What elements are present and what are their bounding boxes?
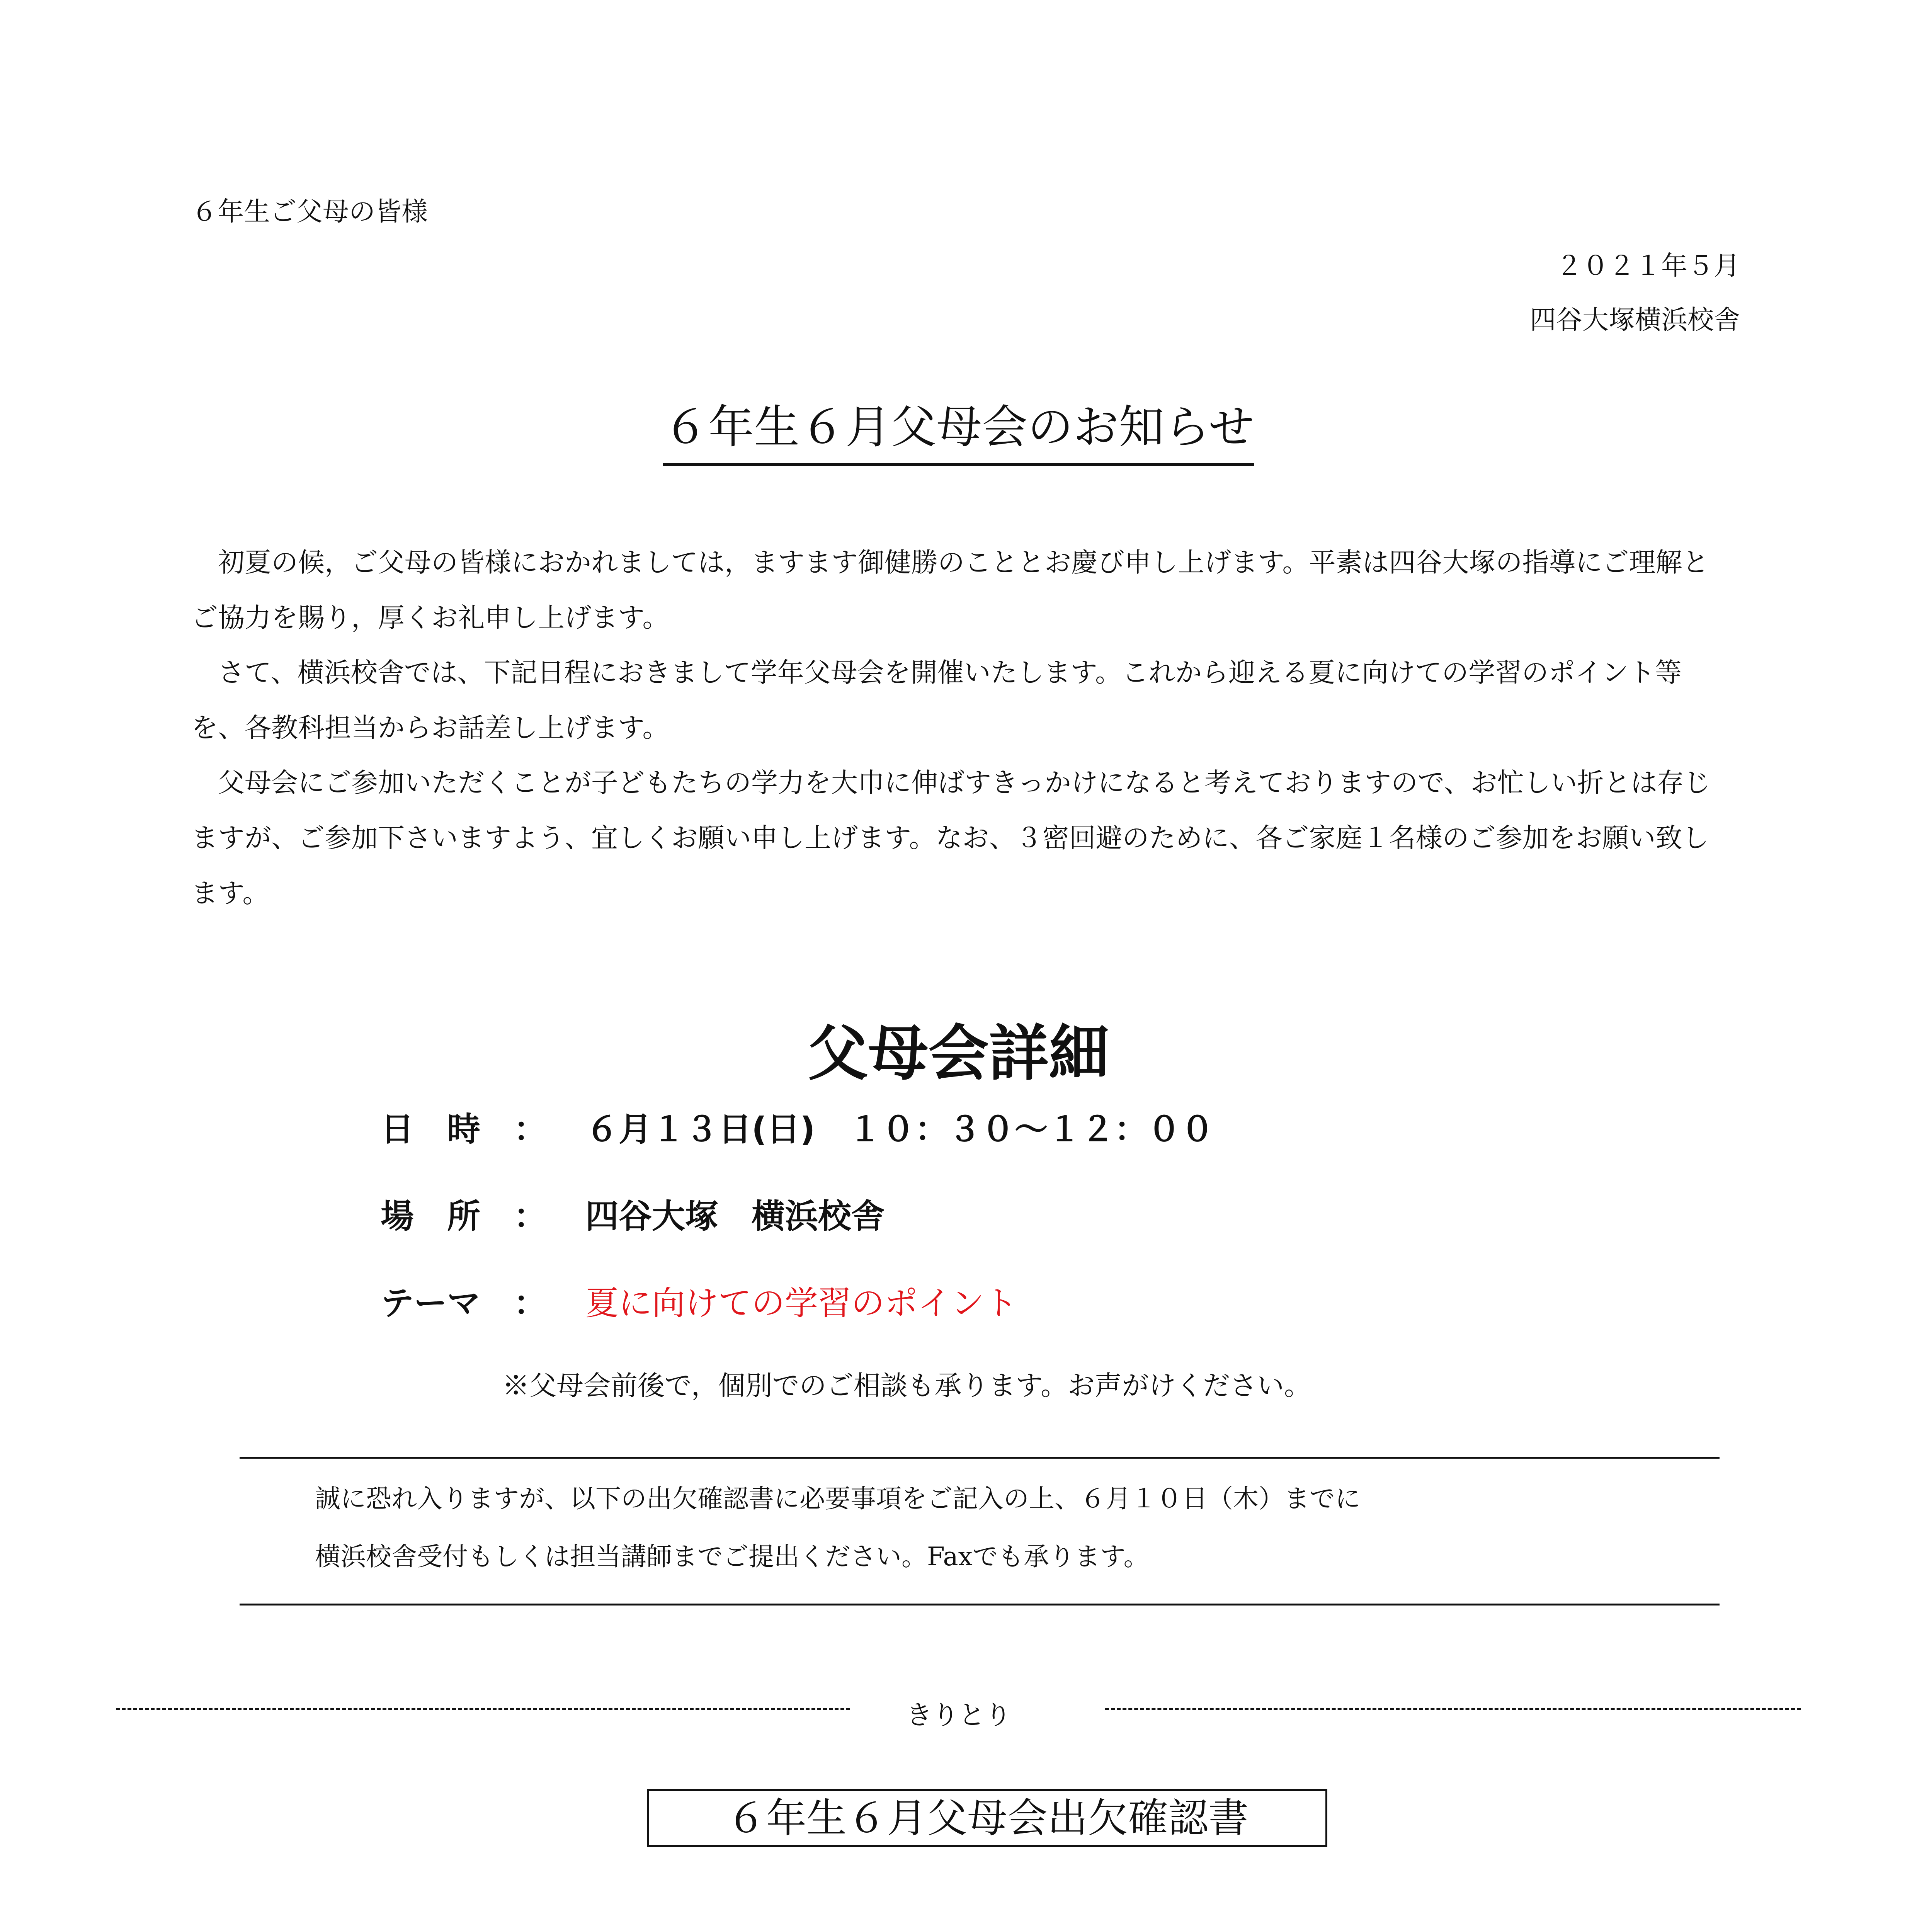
submission-notice-line2: 横浜校舎受付もしくは担当講師までご提出ください。Faxでも承ります。 xyxy=(315,1542,1149,1571)
cut-line-left xyxy=(116,1708,850,1710)
notice-divider-bottom xyxy=(240,1604,1720,1605)
consultation-note: ※父母会前後で，個別でのご相談も承ります。お声がけください。 xyxy=(502,1370,1311,1401)
issue-date: ２０２１年５月 xyxy=(1556,251,1740,281)
detail-theme-label: テーマ ： xyxy=(381,1284,547,1323)
detail-place-label: 場 所 ： xyxy=(381,1197,547,1236)
school-name: 四谷大塚横浜校舎 xyxy=(1529,305,1740,335)
request-paragraph: 父母会にご参加いただくことが子どもたちの学力を大巾に伸ばすきっかけになると考えておりますので、お忙しい折とは存じますが、ご参加下さいますよう、宜しくお願い申し上げます。なお、３密回避のために、各ご家庭１名様のご参加をお願い致します。 xyxy=(191,767,1711,909)
notice-divider-top xyxy=(240,1457,1720,1459)
detail-row-theme xyxy=(381,1284,1017,1323)
detail-row-place xyxy=(381,1197,885,1236)
detail-place-value: 四谷大塚 横浜校舎 xyxy=(585,1197,885,1236)
page-title-text: ６年生６月父母会のお知らせ xyxy=(663,400,1254,466)
detail-theme-value: 夏に向けての学習のポイント xyxy=(585,1284,1017,1323)
form-title: ６年生６月父母会出欠確認書 xyxy=(647,1789,1327,1847)
details-heading: 父母会詳細 xyxy=(808,1018,1109,1088)
addressee: ６年生ご父母の皆様 xyxy=(191,197,428,227)
detail-date-label: 日 時 ： xyxy=(381,1110,547,1149)
cut-line-right xyxy=(1105,1708,1801,1710)
page-title xyxy=(0,390,1917,456)
greeting-paragraph: 初夏の候，ご父母の皆様におかれましては，ますます御健勝のこととお慶び申し上げます。平素は四谷大塚の指導にご理解とご協力を賜り，厚くお礼申し上げます。 xyxy=(191,547,1709,633)
submission-notice-line1: 誠に恐れ入りますが、以下の出欠確認書に必要事項をご記入の上、６月１０日（木）までに xyxy=(315,1484,1361,1514)
detail-date-value: ６月１３日(日) １０：３０～１２：００ xyxy=(585,1110,1214,1149)
detail-row-date xyxy=(381,1110,1214,1149)
schedule-paragraph: さて、横浜校舎では、下記日程におきまして学年父母会を開催いたします。これから迎える夏に向けての学習のポイント等を、各教科担当からお話差し上げます。 xyxy=(191,657,1682,743)
cut-line-label: きりとり xyxy=(906,1700,1012,1731)
